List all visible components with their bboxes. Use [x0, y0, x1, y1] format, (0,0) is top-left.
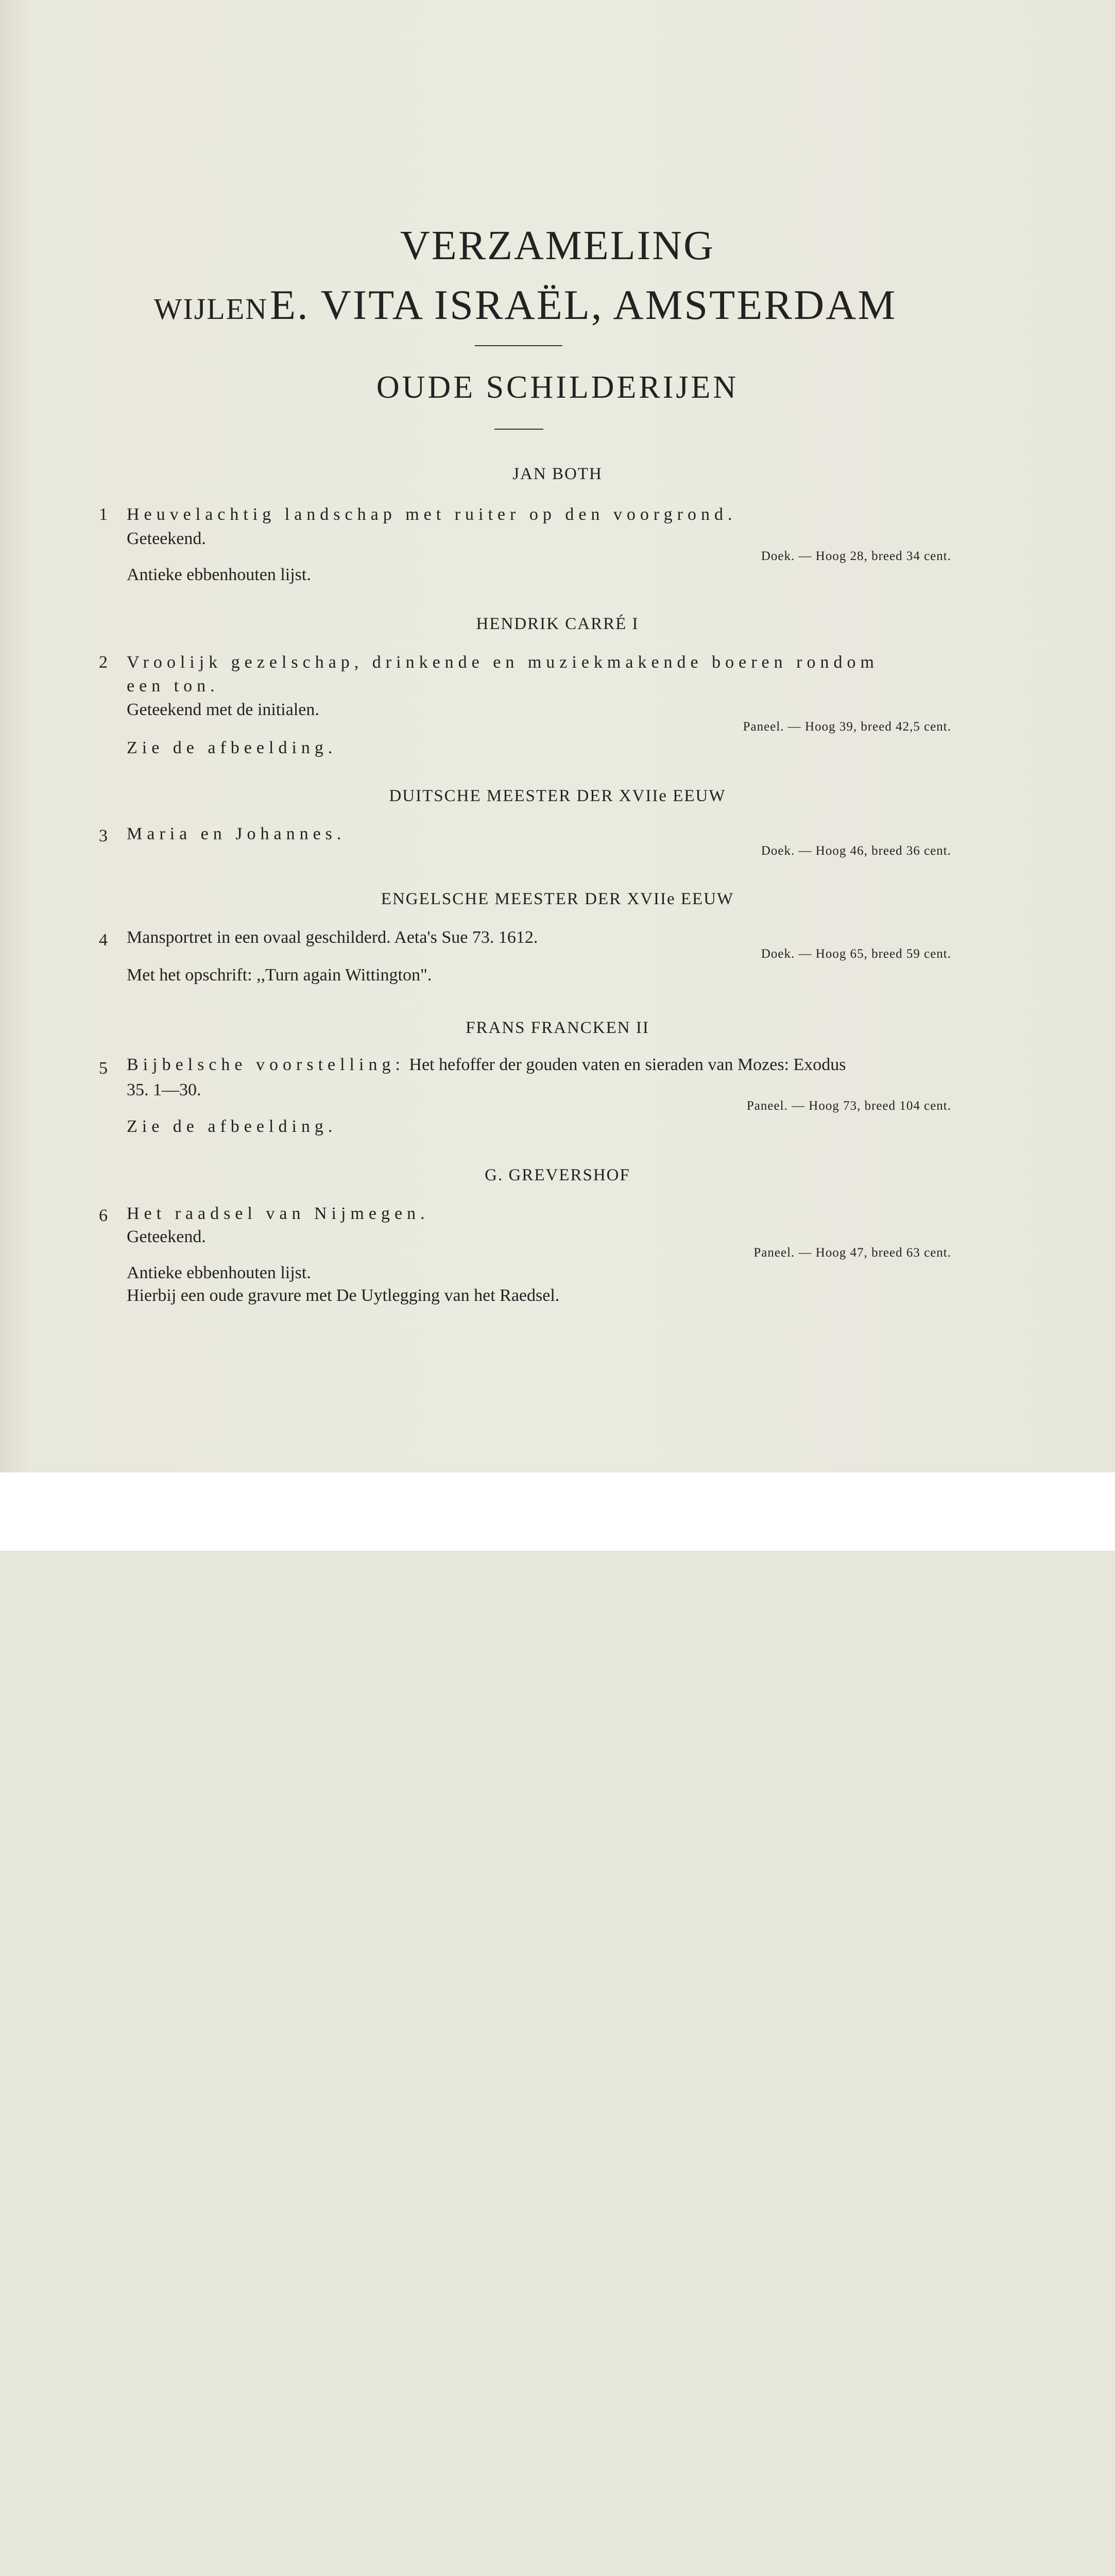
lot-number: 4	[99, 930, 108, 950]
lot-measurement: Doek. — Hoog 65, breed 59 cent.	[761, 947, 951, 961]
lot-number: 3	[99, 826, 108, 845]
lot-title-rest: Het hefoffer der gouden vaten en sieraden van Mozes: Exodus	[409, 1055, 846, 1074]
lot-note: Antieke ebbenhouten lijst.	[127, 1263, 311, 1282]
lot-note: Antieke ebbenhouten lijst.	[127, 565, 311, 584]
lot-title: Vroolijk gezelschap, drinkende en muziekmakende boeren rondom	[127, 653, 879, 672]
lot-note: Geteekend.	[127, 1227, 206, 1246]
lot-measurement: Doek. — Hoog 46, breed 36 cent.	[761, 844, 951, 858]
lot-measurement: Paneel. — Hoog 73, breed 104 cent.	[746, 1099, 951, 1113]
lot-note: Zie de afbeelding.	[127, 1117, 337, 1136]
title-divider	[475, 345, 562, 346]
lot-note: Geteekend met de initialen.	[127, 700, 319, 719]
artist-heading: FRANS FRANCKEN II	[466, 1019, 649, 1037]
lot-measurement: Paneel. — Hoog 47, breed 63 cent.	[753, 1246, 951, 1260]
lot-title: Heuvelachtig landschap met ruiter op den voorgrond.	[127, 505, 737, 524]
artist-heading: G. GREVERSHOF	[485, 1166, 630, 1184]
lot-measurement: Paneel. — Hoog 39, breed 42,5 cent.	[743, 720, 951, 734]
title-prefix: WIJLEN	[153, 292, 268, 326]
lot-title-spaced: Bijbelsche voorstelling:	[127, 1055, 405, 1074]
lot-title-continued: een ton.	[127, 676, 219, 696]
lot-title-continued: 35. 1—30.	[127, 1080, 201, 1099]
lot-note: Zie de afbeelding.	[127, 738, 337, 757]
lot-number: 6	[99, 1206, 108, 1225]
subtitle-divider	[494, 429, 543, 430]
lot-measurement: Doek. — Hoog 28, breed 34 cent.	[761, 549, 951, 563]
lot-number: 1	[99, 505, 108, 524]
collection-title: VERZAMELING	[400, 223, 715, 268]
artist-heading: DUITSCHE MEESTER DER XVIIe EEUW	[389, 787, 726, 805]
lot-title: Maria en Johannes.	[127, 824, 346, 843]
lot-title: Het raadsel van Nijmegen.	[127, 1204, 430, 1223]
artist-heading: JAN BOTH	[512, 465, 603, 483]
lot-number: 5	[99, 1059, 108, 1078]
collection-subtitle	[88, 281, 963, 329]
artist-heading: HENDRIK CARRÉ I	[476, 615, 639, 633]
artist-heading: ENGELSCHE MEESTER DER XVIIe EEUW	[381, 890, 734, 908]
section-title: OUDE SCHILDERIJEN	[376, 370, 739, 405]
lot-title	[127, 1055, 846, 1075]
lot-note: Hierbij een oude gravure met De Uytlegging van het Raedsel.	[127, 1286, 560, 1305]
lot-number: 2	[99, 653, 108, 672]
lot-note: Met het opschrift: ,,Turn again Wittington".	[127, 965, 432, 985]
lot-title: Mansportret in een ovaal geschilderd. Aeta's Sue 73. 1612.	[127, 928, 538, 947]
title-main: E. VITA ISRAËL, AMSTERDAM	[270, 281, 897, 328]
lot-note: Geteekend.	[127, 529, 206, 548]
viewer-footer	[0, 1472, 1115, 1551]
